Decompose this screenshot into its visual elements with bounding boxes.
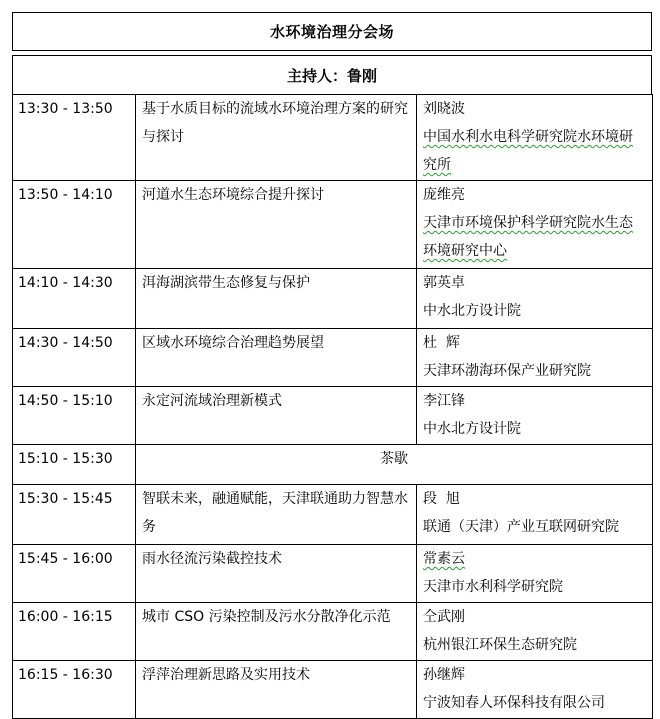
speaker-name: 仝武刚	[423, 609, 465, 625]
host-line	[12, 55, 652, 95]
table-row	[13, 181, 653, 269]
speaker-name: 刘晓波	[423, 101, 465, 117]
host-name: 鲁刚	[347, 66, 378, 85]
speaker-cell	[417, 387, 653, 445]
table-row	[13, 485, 653, 545]
speaker-org: 天津市环境保护科学研究院水生态环境研究中心	[423, 215, 633, 259]
speaker-name: 常素云	[423, 551, 465, 567]
time-cell: 15:30 - 15:45	[13, 485, 136, 545]
speaker-name: 杜 辉	[423, 335, 460, 351]
schedule-table	[12, 94, 652, 719]
time-cell: 14:30 - 14:50	[13, 329, 136, 387]
speaker-cell	[417, 181, 653, 269]
topic-cell	[136, 545, 417, 603]
topic-text: 雨水径流污染截控技术	[142, 551, 282, 567]
time-cell: 15:10 - 15:30	[13, 445, 136, 485]
speaker-name: 庞维亮	[423, 187, 465, 203]
table-row-break	[13, 445, 653, 485]
speaker-name: 孙继辉	[423, 667, 465, 683]
speaker-org: 中水北方设计院	[423, 421, 521, 437]
speaker-cell	[417, 329, 653, 387]
table-row	[13, 387, 653, 445]
time-cell: 16:00 - 16:15	[13, 603, 136, 661]
time-cell: 13:50 - 14:10	[13, 181, 136, 269]
break-cell: 茶歇	[136, 445, 653, 485]
speaker-name: 李江锋	[423, 393, 465, 409]
speaker-org: 天津市水利科学研究院	[423, 579, 563, 595]
speaker-name: 郭英卓	[423, 275, 465, 291]
table-row	[13, 329, 653, 387]
time-cell: 14:10 - 14:30	[13, 269, 136, 329]
topic-cell: 河道水生态环境综合提升探讨	[136, 181, 417, 269]
table-row	[13, 603, 653, 661]
speaker-org: 中水北方设计院	[423, 303, 521, 319]
speaker-cell	[417, 95, 653, 181]
time-cell: 16:15 - 16:30	[13, 661, 136, 719]
table-row	[13, 95, 653, 181]
session-title: 水环境治理分会场	[12, 12, 652, 51]
time-cell: 14:50 - 15:10	[13, 387, 136, 445]
topic-cell: 浮萍治理新思路及实用技术	[136, 661, 417, 719]
speaker-cell	[417, 545, 653, 603]
speaker-name: 段 旭	[423, 491, 460, 507]
speaker-org: 杭州银江环保生态研究院	[423, 637, 577, 653]
topic-cell: 基于水质目标的流域水环境治理方案的研究与探讨	[136, 95, 417, 181]
table-row	[13, 661, 653, 719]
topic-cell: 区域水环境综合治理趋势展望	[136, 329, 417, 387]
topic-cell: 智联未来，融通赋能，天津联通助力智慧水务	[136, 485, 417, 545]
speaker-cell	[417, 485, 653, 545]
speaker-org: 中国水利水电科学研究院水环境研究所	[423, 129, 633, 173]
topic-cell: 洱海湖滨带生态修复与保护	[136, 269, 417, 329]
host-label: 主持人：	[286, 66, 347, 85]
time-cell: 15:45 - 16:00	[13, 545, 136, 603]
table-row	[13, 269, 653, 329]
speaker-org: 天津环渤海环保产业研究院	[423, 363, 591, 379]
speaker-cell	[417, 603, 653, 661]
topic-cell: 城市 CSO 污染控制及污水分散净化示范	[136, 603, 417, 661]
topic-cell: 永定河流域治理新模式	[136, 387, 417, 445]
speaker-org: 联通（天津）产业互联网研究院	[423, 519, 619, 535]
time-cell: 13:30 - 13:50	[13, 95, 136, 181]
speaker-org: 宁波知春人环保科技有限公司	[423, 695, 605, 711]
table-row	[13, 545, 653, 603]
agenda-sheet	[12, 12, 652, 716]
speaker-cell	[417, 661, 653, 719]
speaker-cell	[417, 269, 653, 329]
